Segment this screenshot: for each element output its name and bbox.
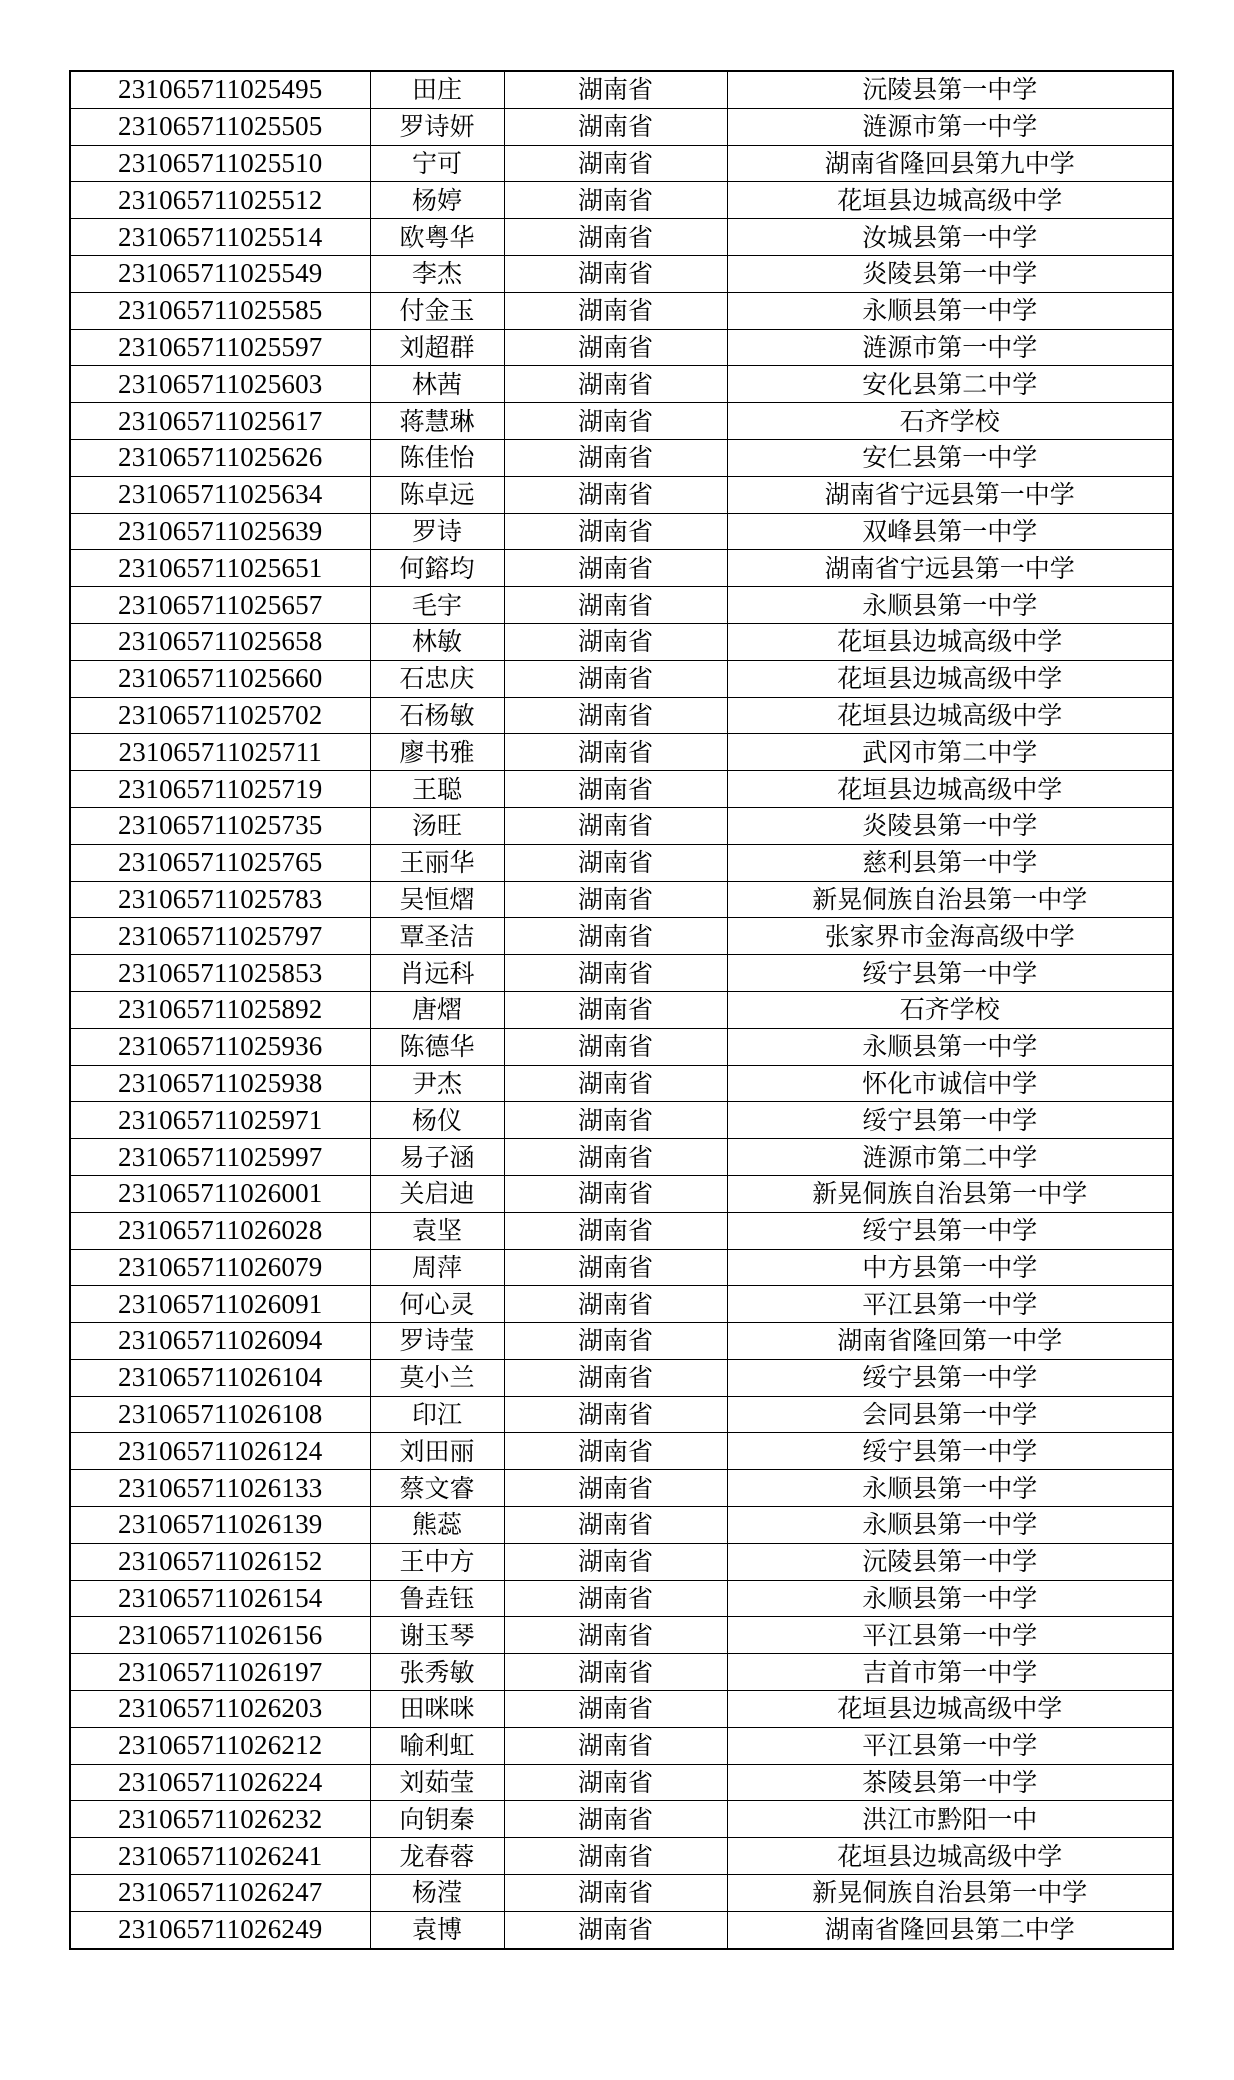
school-cell: 茶陵县第一中学 <box>727 1764 1173 1801</box>
school-cell: 沅陵县第一中学 <box>727 71 1173 108</box>
table-row <box>70 771 1173 808</box>
exam-number-cell: 231065711026212 <box>70 1727 370 1764</box>
exam-number-cell: 231065711025626 <box>70 439 370 476</box>
school-cell: 绥宁县第一中学 <box>727 1212 1173 1249</box>
province-cell: 湖南省 <box>504 1396 727 1433</box>
province-cell: 湖南省 <box>504 1875 727 1912</box>
school-cell: 花垣县边城高级中学 <box>727 623 1173 660</box>
student-name-cell: 关启迪 <box>370 1175 504 1212</box>
table-row <box>70 1396 1173 1433</box>
table-row <box>70 623 1173 660</box>
school-cell: 平江县第一中学 <box>727 1617 1173 1654</box>
exam-number-cell: 231065711025660 <box>70 660 370 697</box>
table-row <box>70 1249 1173 1286</box>
table-row <box>70 1102 1173 1139</box>
student-name-cell: 易子涵 <box>370 1139 504 1176</box>
province-cell: 湖南省 <box>504 550 727 587</box>
school-cell: 吉首市第一中学 <box>727 1654 1173 1691</box>
table-row <box>70 918 1173 955</box>
exam-number-cell: 231065711025711 <box>70 734 370 771</box>
school-cell: 平江县第一中学 <box>727 1727 1173 1764</box>
student-name-cell: 罗诗妍 <box>370 108 504 145</box>
exam-number-cell: 231065711026154 <box>70 1580 370 1617</box>
school-cell: 永顺县第一中学 <box>727 1507 1173 1544</box>
school-cell: 湖南省隆回第一中学 <box>727 1323 1173 1360</box>
province-cell: 湖南省 <box>504 1838 727 1875</box>
student-name-cell: 毛宇 <box>370 587 504 624</box>
province-cell: 湖南省 <box>504 1139 727 1176</box>
province-cell: 湖南省 <box>504 1286 727 1323</box>
school-cell: 石齐学校 <box>727 991 1173 1028</box>
exam-number-cell: 231065711026249 <box>70 1911 370 1948</box>
school-cell: 张家界市金海高级中学 <box>727 918 1173 955</box>
student-name-cell: 杨仪 <box>370 1102 504 1139</box>
province-cell: 湖南省 <box>504 366 727 403</box>
province-cell: 湖南省 <box>504 1323 727 1360</box>
table-row <box>70 881 1173 918</box>
school-cell: 绥宁县第一中学 <box>727 955 1173 992</box>
student-name-cell: 印江 <box>370 1396 504 1433</box>
exam-number-cell: 231065711025617 <box>70 403 370 440</box>
student-name-cell: 龙春蓉 <box>370 1838 504 1875</box>
exam-number-cell: 231065711026241 <box>70 1838 370 1875</box>
school-cell: 中方县第一中学 <box>727 1249 1173 1286</box>
province-cell: 湖南省 <box>504 1249 727 1286</box>
province-cell: 湖南省 <box>504 697 727 734</box>
table-row <box>70 587 1173 624</box>
exam-number-cell: 231065711026247 <box>70 1875 370 1912</box>
school-cell: 绥宁县第一中学 <box>727 1102 1173 1139</box>
student-name-cell: 鲁垚钰 <box>370 1580 504 1617</box>
province-cell: 湖南省 <box>504 918 727 955</box>
exam-number-cell: 231065711026094 <box>70 1323 370 1360</box>
student-name-cell: 罗诗莹 <box>370 1323 504 1360</box>
student-name-cell: 廖书雅 <box>370 734 504 771</box>
exam-number-cell: 231065711025719 <box>70 771 370 808</box>
table-row <box>70 1691 1173 1728</box>
student-name-cell: 林茜 <box>370 366 504 403</box>
exam-number-cell: 231065711026156 <box>70 1617 370 1654</box>
student-name-cell: 李杰 <box>370 255 504 292</box>
student-name-cell: 石忠庆 <box>370 660 504 697</box>
school-cell: 洪江市黔阳一中 <box>727 1801 1173 1838</box>
province-cell: 湖南省 <box>504 771 727 808</box>
province-cell: 湖南省 <box>504 734 727 771</box>
province-cell: 湖南省 <box>504 439 727 476</box>
table-row <box>70 734 1173 771</box>
school-cell: 永顺县第一中学 <box>727 1470 1173 1507</box>
exam-number-cell: 231065711026124 <box>70 1433 370 1470</box>
exam-number-cell: 231065711026028 <box>70 1212 370 1249</box>
student-name-cell: 王中方 <box>370 1543 504 1580</box>
exam-number-cell: 231065711025938 <box>70 1065 370 1102</box>
exam-number-cell: 231065711026104 <box>70 1359 370 1396</box>
school-cell: 花垣县边城高级中学 <box>727 771 1173 808</box>
table-row <box>70 255 1173 292</box>
table-row <box>70 1654 1173 1691</box>
student-name-cell: 罗诗 <box>370 513 504 550</box>
province-cell: 湖南省 <box>504 219 727 256</box>
school-cell: 永顺县第一中学 <box>727 587 1173 624</box>
province-cell: 湖南省 <box>504 1359 727 1396</box>
table-row <box>70 844 1173 881</box>
school-cell: 新晃侗族自治县第一中学 <box>727 1875 1173 1912</box>
student-list-table <box>69 70 1174 1950</box>
exam-number-cell: 231065711026152 <box>70 1543 370 1580</box>
table-row <box>70 697 1173 734</box>
student-name-cell: 向钥秦 <box>370 1801 504 1838</box>
province-cell: 湖南省 <box>504 1691 727 1728</box>
table-row <box>70 1286 1173 1323</box>
province-cell: 湖南省 <box>504 108 727 145</box>
province-cell: 湖南省 <box>504 660 727 697</box>
exam-number-cell: 231065711026108 <box>70 1396 370 1433</box>
table-row <box>70 1323 1173 1360</box>
table-row <box>70 807 1173 844</box>
table-row <box>70 403 1173 440</box>
student-list-body <box>70 71 1173 1949</box>
exam-number-cell: 231065711025735 <box>70 807 370 844</box>
province-cell: 湖南省 <box>504 1507 727 1544</box>
province-cell: 湖南省 <box>504 1911 727 1948</box>
table-row <box>70 182 1173 219</box>
student-name-cell: 欧粤华 <box>370 219 504 256</box>
exam-number-cell: 231065711025936 <box>70 1028 370 1065</box>
province-cell: 湖南省 <box>504 1175 727 1212</box>
province-cell: 湖南省 <box>504 1764 727 1801</box>
province-cell: 湖南省 <box>504 513 727 550</box>
table-row <box>70 1359 1173 1396</box>
table-row <box>70 1911 1173 1948</box>
student-name-cell: 刘超群 <box>370 329 504 366</box>
school-cell: 炎陵县第一中学 <box>727 255 1173 292</box>
student-name-cell: 刘田丽 <box>370 1433 504 1470</box>
school-cell: 绥宁县第一中学 <box>727 1359 1173 1396</box>
student-name-cell: 陈卓远 <box>370 476 504 513</box>
exam-number-cell: 231065711025585 <box>70 292 370 329</box>
province-cell: 湖南省 <box>504 1654 727 1691</box>
table-row <box>70 1139 1173 1176</box>
table-row <box>70 366 1173 403</box>
school-cell: 花垣县边城高级中学 <box>727 1691 1173 1728</box>
school-cell: 永顺县第一中学 <box>727 1028 1173 1065</box>
province-cell: 湖南省 <box>504 255 727 292</box>
province-cell: 湖南省 <box>504 145 727 182</box>
school-cell: 汝城县第一中学 <box>727 219 1173 256</box>
student-name-cell: 付金玉 <box>370 292 504 329</box>
province-cell: 湖南省 <box>504 1065 727 1102</box>
school-cell: 涟源市第二中学 <box>727 1139 1173 1176</box>
school-cell: 永顺县第一中学 <box>727 292 1173 329</box>
exam-number-cell: 231065711025997 <box>70 1139 370 1176</box>
school-cell: 涟源市第一中学 <box>727 329 1173 366</box>
student-name-cell: 何心灵 <box>370 1286 504 1323</box>
student-name-cell: 袁博 <box>370 1911 504 1948</box>
student-name-cell: 尹杰 <box>370 1065 504 1102</box>
province-cell: 湖南省 <box>504 1212 727 1249</box>
school-cell: 安仁县第一中学 <box>727 439 1173 476</box>
exam-number-cell: 231065711025658 <box>70 623 370 660</box>
table-row <box>70 1543 1173 1580</box>
province-cell: 湖南省 <box>504 1433 727 1470</box>
student-name-cell: 张秀敏 <box>370 1654 504 1691</box>
province-cell: 湖南省 <box>504 1102 727 1139</box>
student-name-cell: 莫小兰 <box>370 1359 504 1396</box>
province-cell: 湖南省 <box>504 881 727 918</box>
student-name-cell: 熊蕊 <box>370 1507 504 1544</box>
school-cell: 涟源市第一中学 <box>727 108 1173 145</box>
table-row <box>70 219 1173 256</box>
student-name-cell: 杨滢 <box>370 1875 504 1912</box>
table-row <box>70 1065 1173 1102</box>
province-cell: 湖南省 <box>504 587 727 624</box>
exam-number-cell: 231065711026139 <box>70 1507 370 1544</box>
student-name-cell: 王丽华 <box>370 844 504 881</box>
table-row <box>70 1470 1173 1507</box>
student-name-cell: 石杨敏 <box>370 697 504 734</box>
province-cell: 湖南省 <box>504 476 727 513</box>
school-cell: 湖南省隆回县第二中学 <box>727 1911 1173 1948</box>
table-row <box>70 1764 1173 1801</box>
school-cell: 平江县第一中学 <box>727 1286 1173 1323</box>
exam-number-cell: 231065711025765 <box>70 844 370 881</box>
exam-number-cell: 231065711025512 <box>70 182 370 219</box>
student-name-cell: 肖远科 <box>370 955 504 992</box>
school-cell: 武冈市第二中学 <box>727 734 1173 771</box>
exam-number-cell: 231065711025657 <box>70 587 370 624</box>
exam-number-cell: 231065711025639 <box>70 513 370 550</box>
school-cell: 炎陵县第一中学 <box>727 807 1173 844</box>
table-row <box>70 1838 1173 1875</box>
table-row <box>70 1801 1173 1838</box>
student-name-cell: 林敏 <box>370 623 504 660</box>
table-row <box>70 1580 1173 1617</box>
exam-number-cell: 231065711025510 <box>70 145 370 182</box>
table-row <box>70 991 1173 1028</box>
exam-number-cell: 231065711025495 <box>70 71 370 108</box>
student-name-cell: 刘茹莹 <box>370 1764 504 1801</box>
table-row <box>70 1433 1173 1470</box>
province-cell: 湖南省 <box>504 807 727 844</box>
exam-number-cell: 231065711025853 <box>70 955 370 992</box>
table-row <box>70 513 1173 550</box>
school-cell: 湖南省宁远县第一中学 <box>727 550 1173 587</box>
table-row <box>70 1617 1173 1654</box>
school-cell: 沅陵县第一中学 <box>727 1543 1173 1580</box>
exam-number-cell: 231065711025514 <box>70 219 370 256</box>
table-row <box>70 329 1173 366</box>
school-cell: 怀化市诚信中学 <box>727 1065 1173 1102</box>
school-cell: 会同县第一中学 <box>727 1396 1173 1433</box>
province-cell: 湖南省 <box>504 991 727 1028</box>
exam-number-cell: 231065711025505 <box>70 108 370 145</box>
student-name-cell: 陈德华 <box>370 1028 504 1065</box>
student-name-cell: 覃圣洁 <box>370 918 504 955</box>
table-row <box>70 145 1173 182</box>
exam-number-cell: 231065711026079 <box>70 1249 370 1286</box>
table-row <box>70 292 1173 329</box>
table-row <box>70 1175 1173 1212</box>
exam-number-cell: 231065711025971 <box>70 1102 370 1139</box>
student-name-cell: 田咪咪 <box>370 1691 504 1728</box>
school-cell: 新晃侗族自治县第一中学 <box>727 1175 1173 1212</box>
province-cell: 湖南省 <box>504 1727 727 1764</box>
table-row <box>70 660 1173 697</box>
student-name-cell: 周萍 <box>370 1249 504 1286</box>
exam-number-cell: 231065711025634 <box>70 476 370 513</box>
province-cell: 湖南省 <box>504 292 727 329</box>
student-name-cell: 喻利虹 <box>370 1727 504 1764</box>
province-cell: 湖南省 <box>504 1801 727 1838</box>
school-cell: 花垣县边城高级中学 <box>727 697 1173 734</box>
school-cell: 安化县第二中学 <box>727 366 1173 403</box>
province-cell: 湖南省 <box>504 1617 727 1654</box>
exam-number-cell: 231065711026001 <box>70 1175 370 1212</box>
table-row <box>70 550 1173 587</box>
exam-number-cell: 231065711025783 <box>70 881 370 918</box>
province-cell: 湖南省 <box>504 1470 727 1507</box>
student-name-cell: 陈佳怡 <box>370 439 504 476</box>
exam-number-cell: 231065711025651 <box>70 550 370 587</box>
student-name-cell: 田庄 <box>370 71 504 108</box>
exam-number-cell: 231065711025549 <box>70 255 370 292</box>
exam-number-cell: 231065711025797 <box>70 918 370 955</box>
province-cell: 湖南省 <box>504 1543 727 1580</box>
exam-number-cell: 231065711026203 <box>70 1691 370 1728</box>
exam-number-cell: 231065711025702 <box>70 697 370 734</box>
table-row <box>70 1727 1173 1764</box>
school-cell: 绥宁县第一中学 <box>727 1433 1173 1470</box>
student-name-cell: 何鎔均 <box>370 550 504 587</box>
exam-number-cell: 231065711026224 <box>70 1764 370 1801</box>
school-cell: 花垣县边城高级中学 <box>727 182 1173 219</box>
table-row <box>70 955 1173 992</box>
student-name-cell: 唐熠 <box>370 991 504 1028</box>
table-row <box>70 439 1173 476</box>
school-cell: 花垣县边城高级中学 <box>727 660 1173 697</box>
student-name-cell: 吴恒熠 <box>370 881 504 918</box>
province-cell: 湖南省 <box>504 623 727 660</box>
province-cell: 湖南省 <box>504 1028 727 1065</box>
school-cell: 湖南省隆回县第九中学 <box>727 145 1173 182</box>
student-name-cell: 袁坚 <box>370 1212 504 1249</box>
school-cell: 花垣县边城高级中学 <box>727 1838 1173 1875</box>
province-cell: 湖南省 <box>504 844 727 881</box>
table-row <box>70 476 1173 513</box>
province-cell: 湖南省 <box>504 182 727 219</box>
province-cell: 湖南省 <box>504 71 727 108</box>
school-cell: 永顺县第一中学 <box>727 1580 1173 1617</box>
province-cell: 湖南省 <box>504 403 727 440</box>
school-cell: 湖南省宁远县第一中学 <box>727 476 1173 513</box>
student-name-cell: 王聪 <box>370 771 504 808</box>
exam-number-cell: 231065711026091 <box>70 1286 370 1323</box>
province-cell: 湖南省 <box>504 1580 727 1617</box>
exam-number-cell: 231065711025597 <box>70 329 370 366</box>
student-name-cell: 汤旺 <box>370 807 504 844</box>
school-cell: 石齐学校 <box>727 403 1173 440</box>
school-cell: 双峰县第一中学 <box>727 513 1173 550</box>
table-row <box>70 71 1173 108</box>
province-cell: 湖南省 <box>504 955 727 992</box>
student-name-cell: 杨婷 <box>370 182 504 219</box>
exam-number-cell: 231065711025892 <box>70 991 370 1028</box>
exam-number-cell: 231065711025603 <box>70 366 370 403</box>
school-cell: 新晃侗族自治县第一中学 <box>727 881 1173 918</box>
table-row <box>70 1507 1173 1544</box>
exam-number-cell: 231065711026197 <box>70 1654 370 1691</box>
exam-number-cell: 231065711026133 <box>70 1470 370 1507</box>
student-name-cell: 谢玉琴 <box>370 1617 504 1654</box>
student-name-cell: 蔡文睿 <box>370 1470 504 1507</box>
student-name-cell: 宁可 <box>370 145 504 182</box>
table-row <box>70 108 1173 145</box>
table-row <box>70 1212 1173 1249</box>
school-cell: 慈利县第一中学 <box>727 844 1173 881</box>
province-cell: 湖南省 <box>504 329 727 366</box>
table-row <box>70 1875 1173 1912</box>
exam-number-cell: 231065711026232 <box>70 1801 370 1838</box>
student-name-cell: 蒋慧琳 <box>370 403 504 440</box>
table-row <box>70 1028 1173 1065</box>
